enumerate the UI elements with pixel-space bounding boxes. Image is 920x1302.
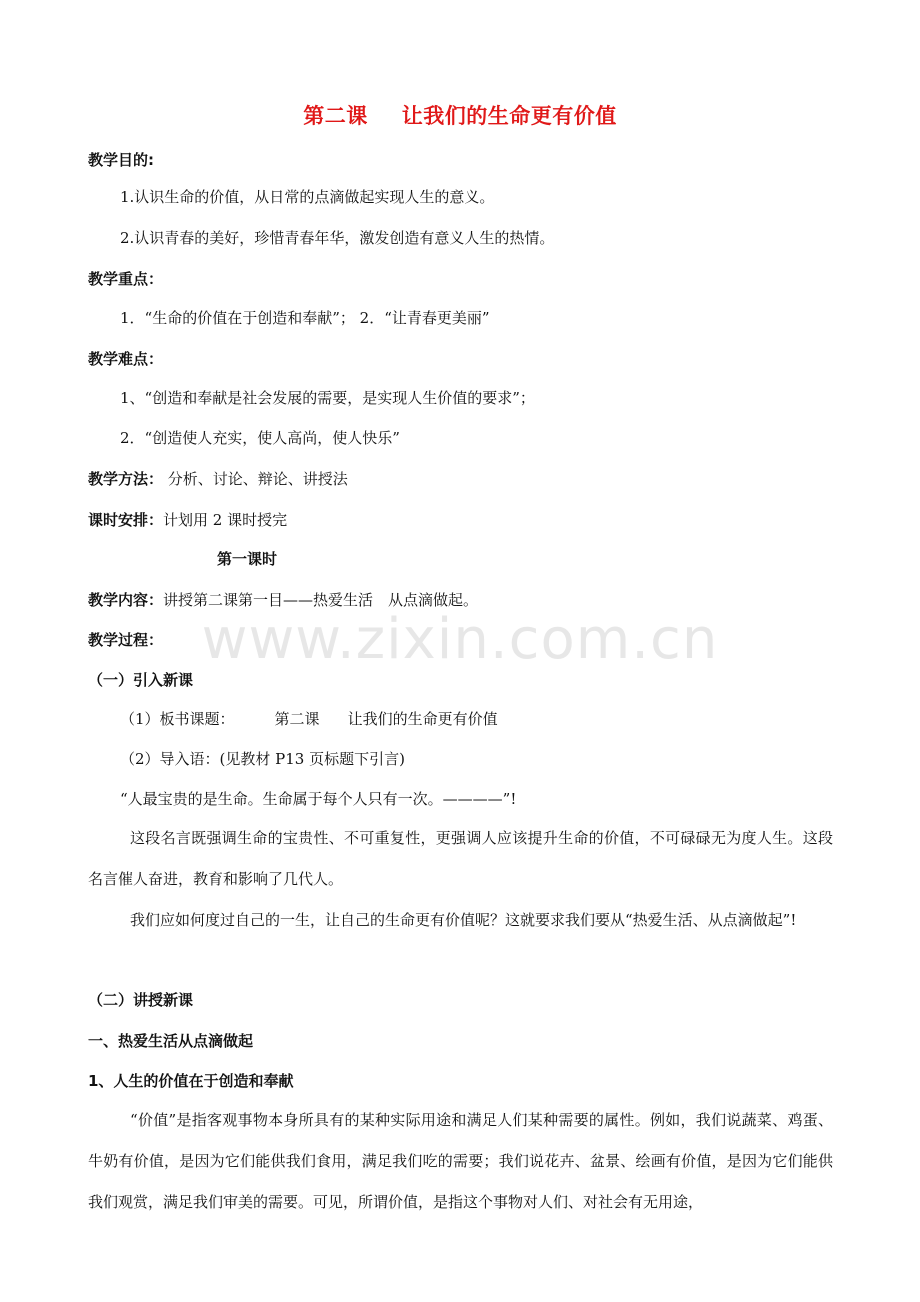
keypoints-text: 1．“生命的价值在于创造和奉献”； 2．“让青春更美丽” [120,309,490,327]
section2-heading: （二）讲授新课 [88,991,194,1009]
paragraph: “价值”是指客观事物本身所具有的某种实际用途和满足人们某种需要的属性。例如，我们说蔬菜、鸡蛋、牛奶有价值，是因为它们能供我们食用，满足我们吃的需要；我们说花卉、盆景、绘画有价值，是因为它们能供我们观赏，满足我们审美的需要。可见，所谓价值，是指这个事物对人们、对社会有无用途， [88,1111,833,1211]
difficulty-item: 2．“创造使人充实，使人高尚，使人快乐” [120,429,400,447]
section1-heading: （一）引入新课 [88,671,194,689]
methods-heading: 教学方法： [88,470,164,488]
quote-line: “人最宝贵的是生命。生命属于每个人只有一次。————”! [120,790,517,808]
keypoints-heading: 教学重点： [88,270,164,288]
board-label: （1）板书课题： [120,710,235,728]
board-title: 让我们的生命更有价值 [347,710,498,728]
methods-line [88,469,348,489]
objective-item: 2.认识青春的美好，珍惜青春年华，激发创造有意义人生的热情。 [120,229,555,247]
paragraph: 这段名言既强调生命的宝贵性、不可重复性，更强调人应该提升生命的价值，不可碌碌无为度人生。这段名言催人奋进，教育和影响了几代人。 [88,829,833,888]
board-line [120,709,498,729]
schedule-line [88,510,287,530]
lesson-number: 第二课 [303,104,368,128]
objectives-heading: 教学目的: [88,151,154,169]
board-lesson: 第二课 [274,710,320,728]
process-heading: 教学过程： [88,631,164,649]
lesson-name: 让我们的生命更有价值 [401,104,617,128]
methods-text: 分析、讨论、辩论、讲授法 [163,470,348,488]
subheading-2: 1、人生的价值在于创造和奉献 [88,1072,294,1090]
objective-item: 1.认识生命的价值，从日常的点滴做起实现人生的意义。 [120,188,495,206]
paragraph: 我们应如何度过自己的一生，让自己的生命更有价值呢？这就要求我们要从“热爱生活、从点滴做起”! [130,911,797,929]
content-line [88,590,478,610]
difficulty-item: 1、“创造和奉献是社会发展的需要，是实现人生价值的要求”； [120,389,535,407]
subheading-1: 一、热爱生活从点滴做起 [88,1032,254,1050]
intro-line: （2）导入语：(见教材 P13 页标题下引言) [120,750,405,768]
content-heading: 教学内容： [88,591,164,609]
lesson-title [0,100,920,130]
schedule-heading: 课时安排： [88,511,164,529]
difficulties-heading: 教学难点： [88,350,164,368]
schedule-text: 计划用 2 课时授完 [163,511,288,529]
watermark: www.zixin.com.cn [201,607,719,672]
content-text: 讲授第二课第一目——热爱生活 从点滴做起。 [163,591,479,609]
period-title: 第一课时 [217,550,278,568]
